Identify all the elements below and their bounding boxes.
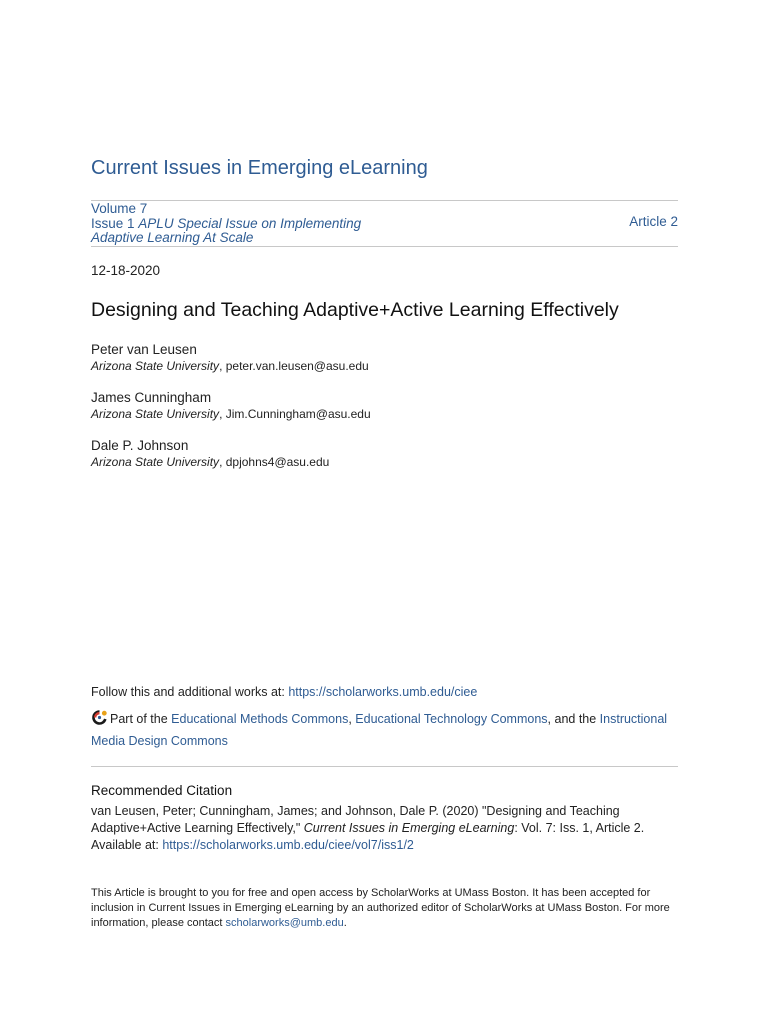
article-title: Designing and Teaching Adaptive+Active Learning Effectively <box>91 299 619 321</box>
issue-link[interactable] <box>91 216 361 246</box>
author-email: , peter.van.leusen@asu.edu <box>219 359 369 373</box>
author-email: , dpjohns4@asu.edu <box>219 455 330 469</box>
issue-title-line1: APLU Special Issue on Implementing <box>138 215 362 231</box>
separator: , <box>348 712 356 726</box>
follow-url-link[interactable]: https://scholarworks.umb.edu/ciee <box>288 685 478 699</box>
author-name: Peter van Leusen <box>91 342 197 357</box>
part-of-line <box>91 708 678 752</box>
available-label: Available at: <box>91 838 163 852</box>
affiliation-name: Arizona State University <box>91 407 220 421</box>
educational-methods-commons-link[interactable]: Educational Methods Commons <box>171 712 349 726</box>
citation-part2: : Vol. 7: Iss. 1, Article 2. <box>514 821 645 835</box>
issue-title-line2: Adaptive Learning At Scale <box>91 230 254 245</box>
author-affiliation <box>91 455 329 469</box>
citation-part1: van Leusen, Peter; Cunningham, James; and Johnson, Dale P. (2020) "Designing and Teaching Adaptive+Active Learning Effectively," <box>91 804 620 835</box>
author-block <box>91 342 369 373</box>
divider-citation <box>91 766 678 767</box>
issue-info <box>91 202 678 246</box>
citation-heading: Recommended Citation <box>91 783 233 798</box>
issue-prefix: Issue 1 <box>91 215 135 231</box>
author-block <box>91 390 371 421</box>
access-notice <box>91 886 681 930</box>
citation-journal: Current Issues in Emerging eLearning <box>303 821 515 835</box>
instructional-media-design-commons-link[interactable]: Instructional Media Design Commons <box>91 712 668 748</box>
divider-bottom <box>91 246 678 247</box>
author-block <box>91 438 329 469</box>
volume-link[interactable]: Volume 7 <box>91 201 148 216</box>
divider-top <box>91 200 678 201</box>
access-notice-end: . <box>343 916 347 929</box>
article-number-link[interactable]: Article 2 <box>629 214 678 229</box>
journal-title-link[interactable]: Current Issues in Emerging eLearning <box>91 157 428 179</box>
follow-label: Follow this and additional works at: <box>91 685 289 699</box>
separator: , and the <box>547 712 600 726</box>
affiliation-name: Arizona State University <box>91 359 220 373</box>
author-name: Dale P. Johnson <box>91 438 189 453</box>
educational-technology-commons-link[interactable]: Educational Technology Commons <box>355 712 548 726</box>
affiliation-name: Arizona State University <box>91 455 220 469</box>
citation-url-link[interactable]: https://scholarworks.umb.edu/ciee/vol7/iss1/2 <box>162 838 414 852</box>
author-affiliation <box>91 359 369 373</box>
part-of-label: Part of the <box>110 712 172 726</box>
publication-date: 12-18-2020 <box>91 263 161 278</box>
author-name: James Cunningham <box>91 390 212 405</box>
open-access-icon <box>91 709 108 726</box>
contact-email-link[interactable]: scholarworks@umb.edu <box>225 916 344 929</box>
follow-line <box>91 685 477 699</box>
access-notice-text: This Article is brought to you for free and open access by ScholarWorks at UMass Boston. It has been accepted for inclusion in Current Issues in Emerging eLearning by an authorized editor of ScholarWorks at UMass Boston. For more information, please contact <box>91 887 670 929</box>
citation-text <box>91 803 678 854</box>
author-affiliation <box>91 407 371 421</box>
author-email: , Jim.Cunningham@asu.edu <box>219 407 371 421</box>
